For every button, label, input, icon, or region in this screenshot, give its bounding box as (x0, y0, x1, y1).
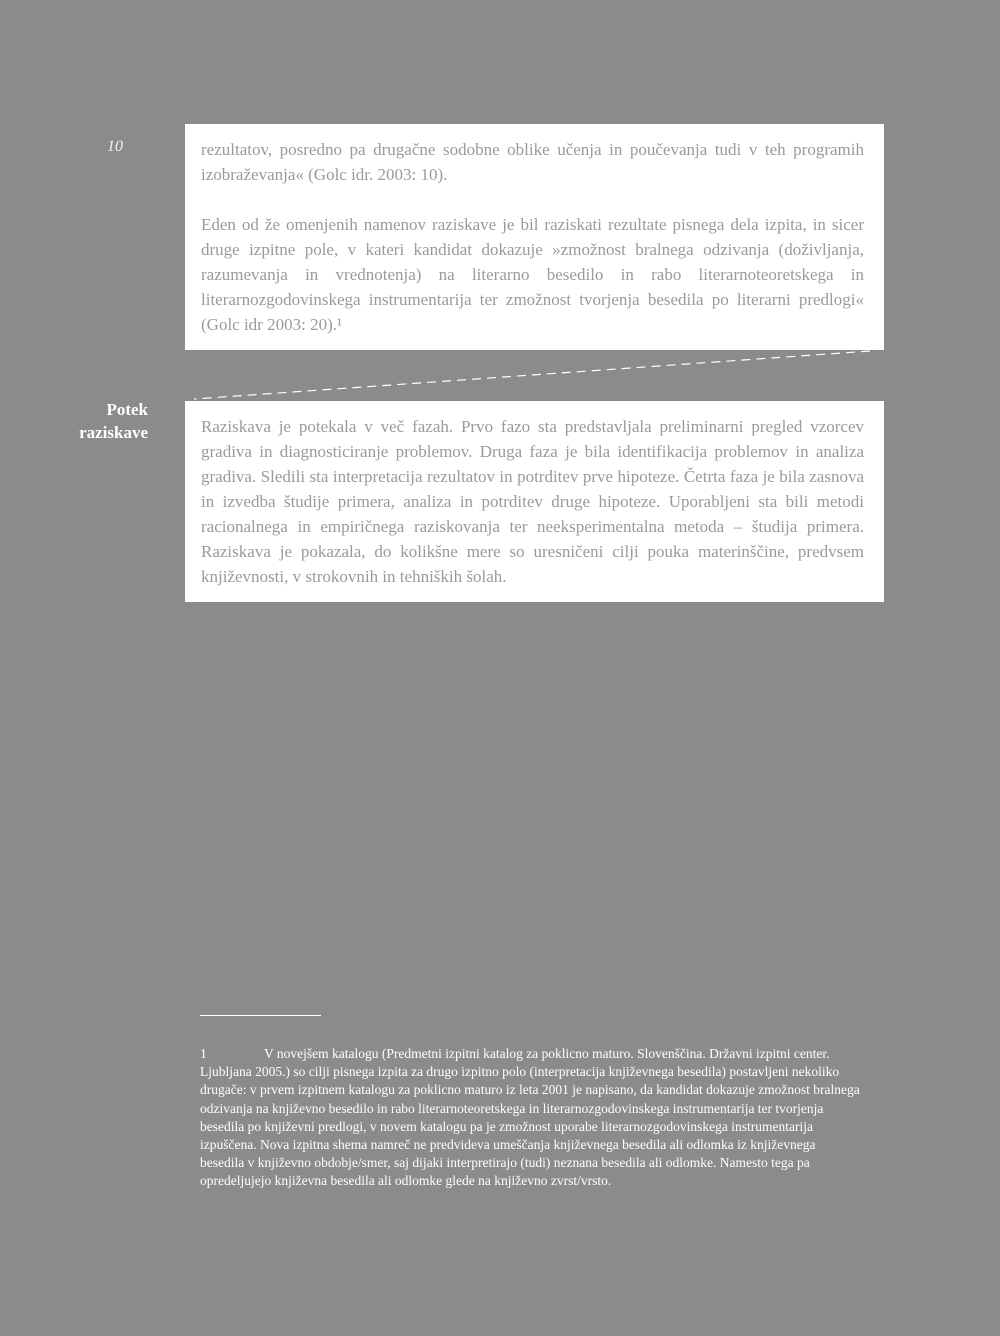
section-heading-line: Potek (106, 400, 148, 419)
footnote-text: V novejšem katalogu (Predmetni izpitni katalog za poklicno maturo. Slovenščina. Državni izpitni center. Ljubljana 2005.) so cilji pisnega izpita za drugo izpitno polo (interpretacija književnega besedila) postavljeni nekoliko drugače: v prvem izpitnem katalogu za poklicno maturo iz leta 2001 je napisano, da kandidat dokazuje zmožnost bralnega odzivanja na književno besedilo in rabo literarnoteoretskega in literarnozgodovinskega instrumentarija ter tvorjenja besedila po književni predlogi, v novem katalogu pa je zmožnost uporabe literarnozgodovinskega instrumentarija izpuščena. Nova izpitna shema namreč ne predvideva umeščanja književnega besedila ali odlomka iz književnega besedila v književno obdobje/smer, saj dijaki interpretirajo (tudi) neznana besedila ali odlomke. Namesto tega pa opredeljujejo književna besedila ali odlomke glede na književno zvrst/vrsto. (200, 1046, 860, 1189)
paragraph: Raziskava je potekala v več fazah. Prvo fazo sta predstavljala preliminarni pregled vzorcev gradiva in diagnosticiranje problemov. Druga faza je bila identifikacija problemov in analiza gradiva. Sledili sta interpretacija rezultatov in potrditev prve hipoteze. Četrta faza je bila zasnova in izvedba študije primera, analiza in potrditev druge hipoteze. Uporabljeni sta bili metodi racionalnega in empiričnega raziskovanja ter neeksperimentalna metoda – študija primera. Raziskava je pokazala, do kolikšne mere so uresničeni cilji pouka materinščine, predvsem književnosti, v strokovnih in tehniških šolah. (201, 417, 864, 586)
text-box-research-process (185, 401, 884, 602)
section-heading-line: raziskave (79, 423, 148, 442)
section-heading (79, 398, 148, 444)
footnote (200, 1045, 862, 1191)
paragraph: Eden od že omenjenih namenov raziskave je bil raziskati rezultate pisnega dela izpita, in sicer druge izpitne pole, v kateri kandidat dokazuje »zmožnost bralnega odzivanja (doživljanja, razumevanja in vrednotenja) na literarno besedilo in rabo literarnoteoretskega in literarnozgodovinskega instrumentarija ter zmožnost tvorjenja besedila po literarni predlogi« (Golc idr 2003: 20).¹ (201, 215, 864, 334)
page-number: 10 (107, 138, 123, 155)
footnote-number: 1 (200, 1046, 207, 1061)
footnote-divider (200, 1015, 321, 1016)
paragraph: rezultatov, posredno pa drugačne sodobne oblike učenja in poučevanja tudi v teh programih izobraževanja« (Golc idr. 2003: 10). (201, 140, 864, 184)
